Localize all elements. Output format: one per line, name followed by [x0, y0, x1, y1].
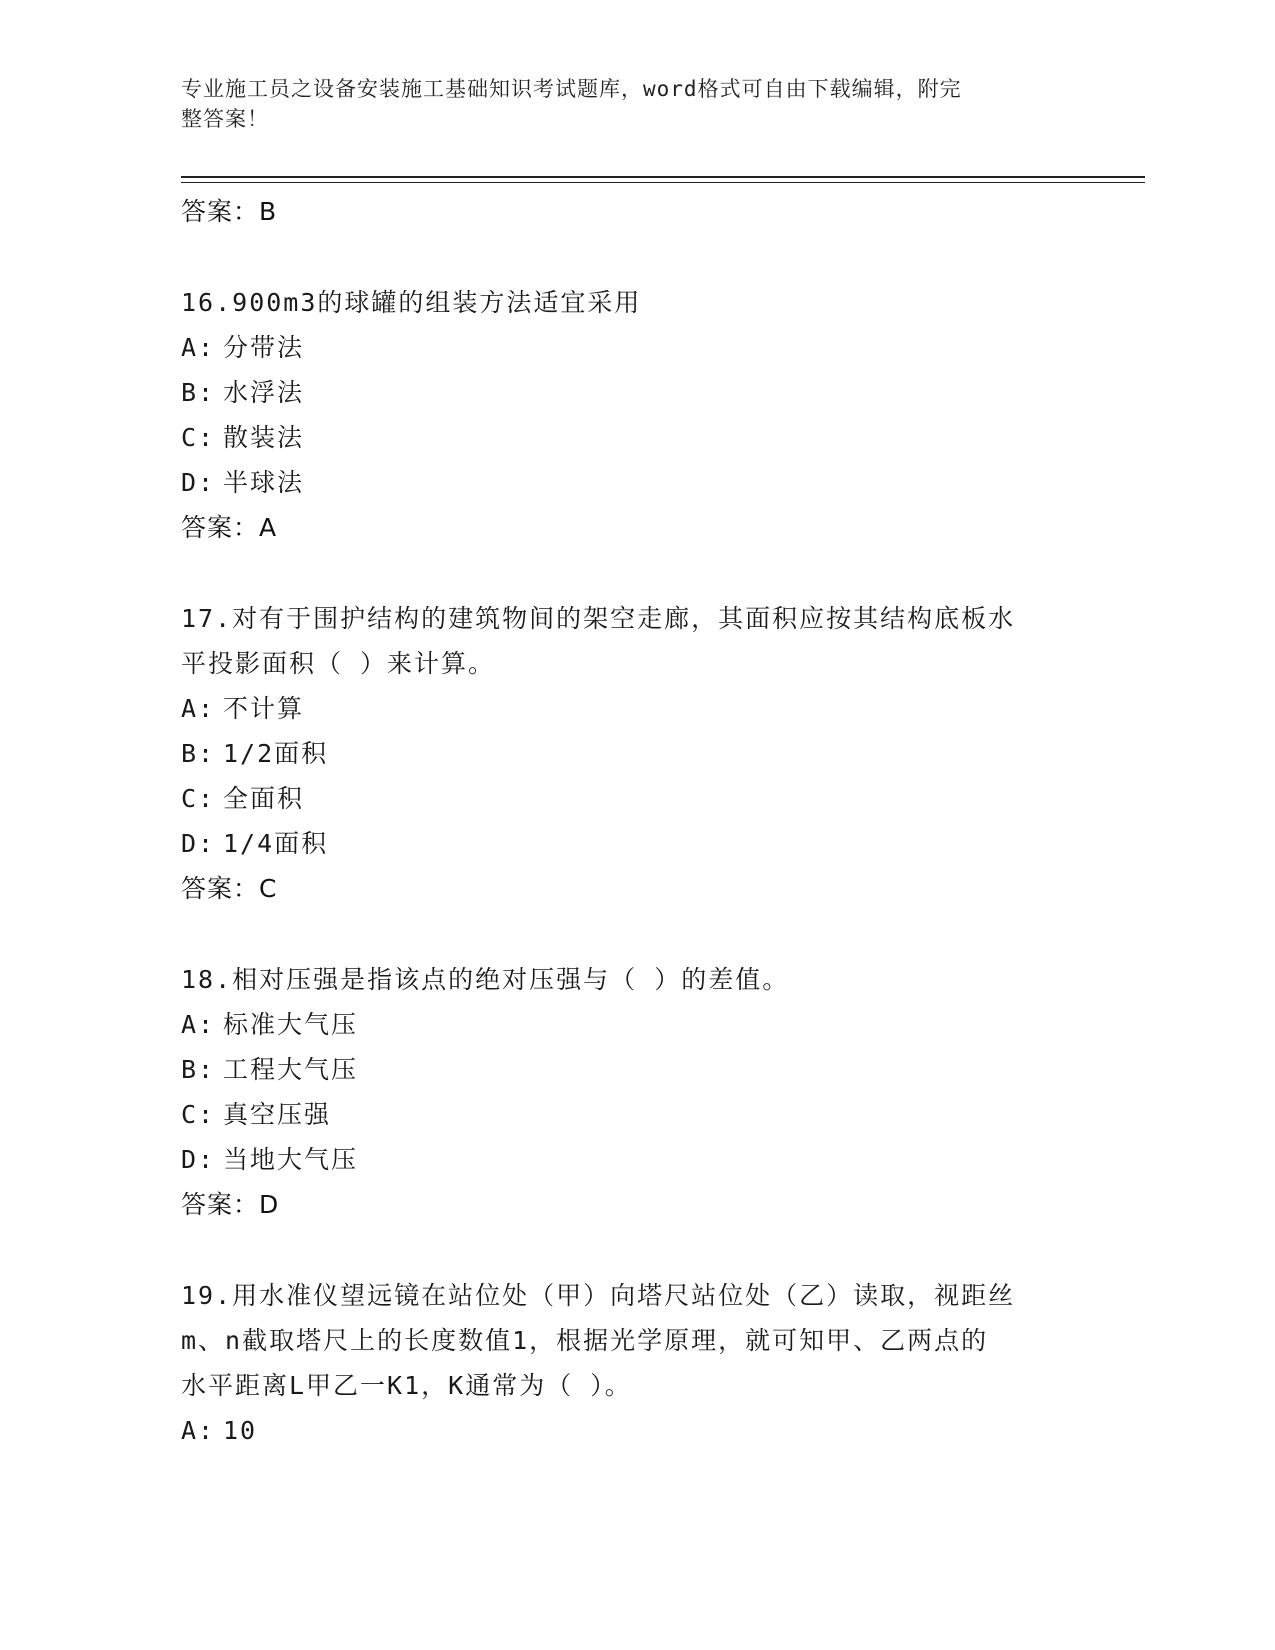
- option-text: 1/4面积: [223, 829, 329, 858]
- option-text: 标准大气压: [223, 1010, 359, 1039]
- question-text: 17.对有于围护结构的建筑物间的架空走廊，其面积应按其结构底板水: [181, 604, 1016, 633]
- option-d: [181, 460, 1081, 505]
- option-b: [181, 731, 1081, 776]
- option-c: [181, 415, 1081, 460]
- question-19: [181, 1273, 1081, 1453]
- option-label: A:: [181, 333, 216, 362]
- option-text: 1/2面积: [223, 739, 329, 768]
- option-text: 半球法: [223, 468, 305, 497]
- option-c: [181, 776, 1081, 821]
- option-d: [181, 821, 1081, 866]
- option-text: 散装法: [223, 423, 305, 452]
- header-line-2: 整答案！: [181, 107, 269, 131]
- option-text: 不计算: [223, 694, 305, 723]
- answer: 答案：C: [181, 874, 278, 903]
- option-a: [181, 686, 1081, 731]
- document-header: [181, 74, 1041, 134]
- answer: 答案：D: [181, 1190, 280, 1219]
- header-rule-thick: [181, 176, 1145, 178]
- question-17: [181, 596, 1081, 911]
- question-18: [181, 957, 1081, 1227]
- question-text: 19.用水准仪望远镜在站位处（甲）向塔尺站位处（乙）读取，视距丝: [181, 1281, 1016, 1310]
- option-text: 10: [223, 1416, 258, 1445]
- option-a: [181, 1408, 1081, 1453]
- option-label: B:: [181, 1055, 216, 1084]
- option-label: A:: [181, 694, 216, 723]
- question-16: [181, 280, 1081, 550]
- previous-answer: 答案：B: [181, 197, 278, 226]
- option-label: C:: [181, 784, 216, 813]
- option-label: B:: [181, 378, 216, 407]
- spacer: [181, 911, 1081, 957]
- option-d: [181, 1137, 1081, 1182]
- question-text: 平投影面积（ ）来计算。: [181, 649, 496, 678]
- option-text: 当地大气压: [223, 1145, 359, 1174]
- spacer: [181, 234, 1081, 280]
- option-label: D:: [181, 829, 216, 858]
- option-text: 工程大气压: [223, 1055, 359, 1084]
- option-label: A:: [181, 1010, 216, 1039]
- option-b: [181, 1047, 1081, 1092]
- question-text: 水平距离L甲乙一K1，K通常为（ ）。: [181, 1371, 632, 1400]
- header-line-1: 专业施工员之设备安装施工基础知识考试题库，word格式可自由下载编辑，附完: [181, 77, 962, 101]
- question-text: 18.相对压强是指该点的绝对压强与（ ）的差值。: [181, 965, 790, 994]
- option-label: D:: [181, 468, 216, 497]
- question-list: [181, 189, 1081, 1453]
- option-label: D:: [181, 1145, 216, 1174]
- option-text: 全面积: [223, 784, 305, 813]
- option-text: 水浮法: [223, 378, 305, 407]
- spacer: [181, 1227, 1081, 1273]
- question-text: 16.900m3的球罐的组装方法适宜采用: [181, 288, 642, 317]
- option-label: A:: [181, 1416, 216, 1445]
- spacer: [181, 550, 1081, 596]
- header-rule-thin: [181, 182, 1145, 183]
- answer: 答案：A: [181, 513, 278, 542]
- option-label: C:: [181, 423, 216, 452]
- option-text: 分带法: [223, 333, 305, 362]
- option-c: [181, 1092, 1081, 1137]
- option-b: [181, 370, 1081, 415]
- option-text: 真空压强: [223, 1100, 332, 1129]
- option-label: B:: [181, 739, 216, 768]
- question-text: m、n截取塔尺上的长度数值1，根据光学原理，就可知甲、乙两点的: [181, 1326, 989, 1355]
- option-label: C:: [181, 1100, 216, 1129]
- option-a: [181, 1002, 1081, 1047]
- option-a: [181, 325, 1081, 370]
